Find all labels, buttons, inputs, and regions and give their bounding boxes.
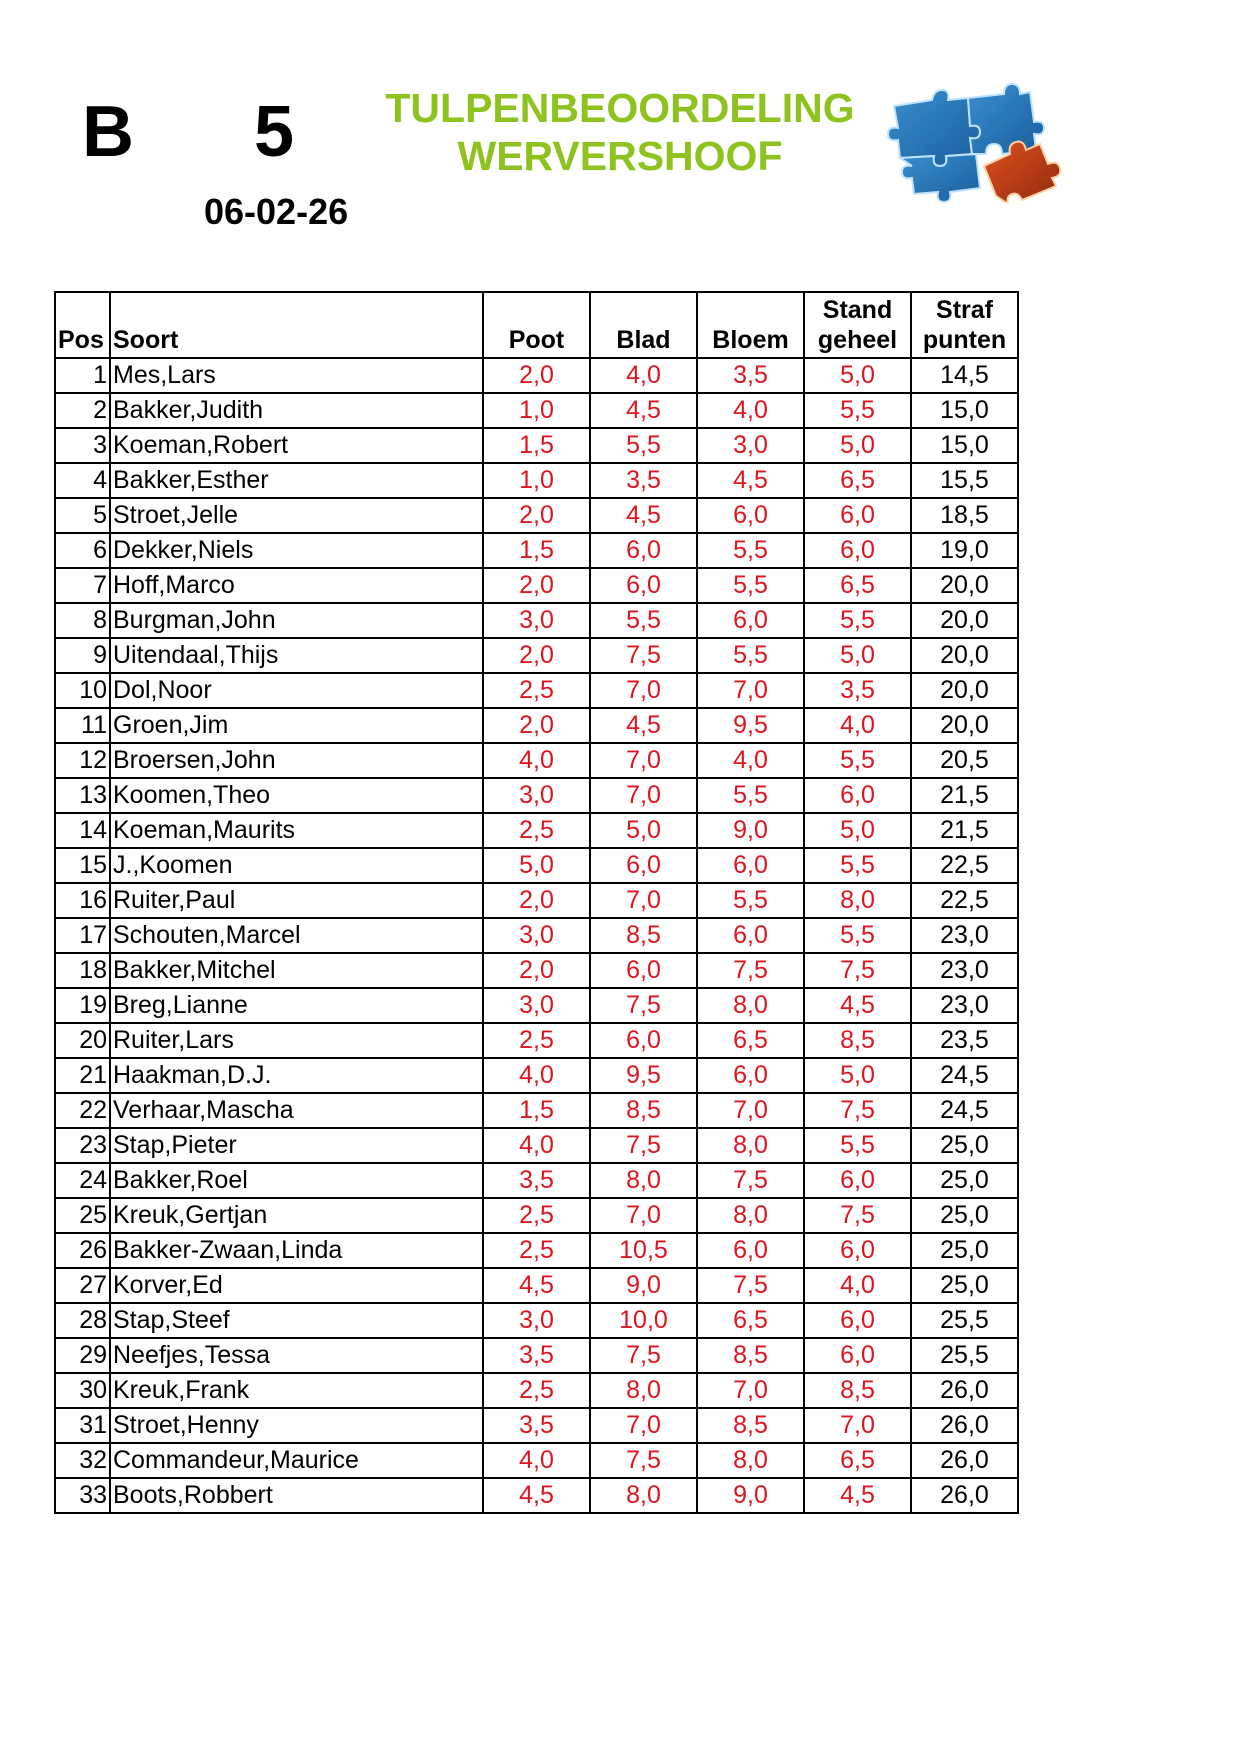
position-cell: 29 — [55, 1338, 110, 1373]
position-cell: 12 — [55, 743, 110, 778]
stand-geheel-score-cell: 4,5 — [804, 988, 911, 1023]
stand-geheel-score-cell: 5,5 — [804, 603, 911, 638]
position-cell: 33 — [55, 1478, 110, 1513]
table-row — [55, 603, 1018, 638]
blad-score-cell: 6,0 — [590, 533, 697, 568]
name-cell: Bakker,Judith — [110, 393, 483, 428]
column-header-strafpunten — [911, 292, 1018, 358]
table-row — [55, 1023, 1018, 1058]
strafpunten-total-cell: 19,0 — [911, 533, 1018, 568]
poot-score-cell: 3,0 — [483, 1303, 590, 1338]
strafpunten-total-cell: 24,5 — [911, 1058, 1018, 1093]
puzzle-pieces-icon — [872, 78, 1062, 203]
stand-geheel-score-cell: 6,5 — [804, 1443, 911, 1478]
bloem-score-cell: 8,5 — [697, 1338, 804, 1373]
blad-score-cell: 7,0 — [590, 883, 697, 918]
name-cell: Burgman,John — [110, 603, 483, 638]
poot-score-cell: 1,5 — [483, 1093, 590, 1128]
name-cell: Boots,Robbert — [110, 1478, 483, 1513]
stand-geheel-score-cell: 8,0 — [804, 883, 911, 918]
table-row — [55, 1303, 1018, 1338]
strafpunten-total-cell: 20,5 — [911, 743, 1018, 778]
column-header-poot: Poot — [483, 292, 590, 358]
position-cell: 1 — [55, 358, 110, 393]
poot-score-cell: 4,0 — [483, 1443, 590, 1478]
poot-score-cell: 1,5 — [483, 428, 590, 463]
blad-score-cell: 10,0 — [590, 1303, 697, 1338]
name-cell: Stroet,Jelle — [110, 498, 483, 533]
poot-score-cell: 3,0 — [483, 603, 590, 638]
name-cell: J.,Koomen — [110, 848, 483, 883]
blad-score-cell: 5,0 — [590, 813, 697, 848]
strafpunten-total-cell: 25,5 — [911, 1338, 1018, 1373]
position-cell: 17 — [55, 918, 110, 953]
blad-score-cell: 4,5 — [590, 393, 697, 428]
strafpunten-total-cell: 23,0 — [911, 953, 1018, 988]
table-row — [55, 393, 1018, 428]
position-cell: 18 — [55, 953, 110, 988]
strafpunten-total-cell: 25,5 — [911, 1303, 1018, 1338]
poot-score-cell: 2,0 — [483, 953, 590, 988]
poot-score-cell: 1,5 — [483, 533, 590, 568]
table-body — [55, 358, 1018, 1513]
strafpunten-total-cell: 21,5 — [911, 813, 1018, 848]
name-cell: Groen,Jim — [110, 708, 483, 743]
poot-score-cell: 3,5 — [483, 1163, 590, 1198]
bloem-score-cell: 6,0 — [697, 1233, 804, 1268]
strafpunten-total-cell: 24,5 — [911, 1093, 1018, 1128]
bloem-score-cell: 7,0 — [697, 673, 804, 708]
position-cell: 2 — [55, 393, 110, 428]
stand-geheel-score-cell: 6,5 — [804, 463, 911, 498]
name-cell: Bakker,Mitchel — [110, 953, 483, 988]
stand-geheel-score-cell: 3,5 — [804, 673, 911, 708]
table-row — [55, 1408, 1018, 1443]
name-cell: Hoff,Marco — [110, 568, 483, 603]
bloem-score-cell: 9,0 — [697, 1478, 804, 1513]
name-cell: Stroet,Henny — [110, 1408, 483, 1443]
blad-score-cell: 7,5 — [590, 638, 697, 673]
blad-score-cell: 8,5 — [590, 918, 697, 953]
position-cell: 31 — [55, 1408, 110, 1443]
blad-score-cell: 5,5 — [590, 428, 697, 463]
stand-geheel-score-cell: 5,5 — [804, 918, 911, 953]
table-row — [55, 463, 1018, 498]
table-row — [55, 918, 1018, 953]
position-cell: 3 — [55, 428, 110, 463]
strafpunten-total-cell: 18,5 — [911, 498, 1018, 533]
position-cell: 7 — [55, 568, 110, 603]
bloem-score-cell: 8,0 — [697, 1443, 804, 1478]
column-header-soort: Soort — [110, 292, 483, 358]
poot-score-cell: 4,5 — [483, 1478, 590, 1513]
stand-geheel-score-cell: 5,5 — [804, 1128, 911, 1163]
poot-score-cell: 2,0 — [483, 708, 590, 743]
table-row — [55, 1128, 1018, 1163]
poot-score-cell: 1,0 — [483, 463, 590, 498]
poot-score-cell: 2,5 — [483, 673, 590, 708]
blad-score-cell: 6,0 — [590, 1023, 697, 1058]
strafpunten-total-cell: 26,0 — [911, 1478, 1018, 1513]
position-cell: 5 — [55, 498, 110, 533]
stand-geheel-score-cell: 5,5 — [804, 848, 911, 883]
position-cell: 8 — [55, 603, 110, 638]
page-title — [360, 84, 880, 180]
poot-score-cell: 2,0 — [483, 568, 590, 603]
bloem-score-cell: 8,0 — [697, 1128, 804, 1163]
bloem-score-cell: 6,0 — [697, 848, 804, 883]
bloem-score-cell: 7,0 — [697, 1093, 804, 1128]
position-cell: 10 — [55, 673, 110, 708]
stand-geheel-score-cell: 5,0 — [804, 638, 911, 673]
position-cell: 27 — [55, 1268, 110, 1303]
poot-score-cell: 2,5 — [483, 1023, 590, 1058]
bloem-score-cell: 7,0 — [697, 1373, 804, 1408]
strafpunten-total-cell: 23,0 — [911, 918, 1018, 953]
blad-score-cell: 7,0 — [590, 743, 697, 778]
table-row — [55, 953, 1018, 988]
strafpunten-total-cell: 26,0 — [911, 1408, 1018, 1443]
blad-score-cell: 8,0 — [590, 1373, 697, 1408]
stand-geheel-score-cell: 6,0 — [804, 1338, 911, 1373]
blad-score-cell: 3,5 — [590, 463, 697, 498]
name-cell: Koeman,Maurits — [110, 813, 483, 848]
column-header-bloem: Bloem — [697, 292, 804, 358]
name-cell: Dekker,Niels — [110, 533, 483, 568]
bloem-score-cell: 6,0 — [697, 918, 804, 953]
name-cell: Stap,Steef — [110, 1303, 483, 1338]
bloem-score-cell: 6,5 — [697, 1023, 804, 1058]
table-row — [55, 1233, 1018, 1268]
table-row — [55, 1058, 1018, 1093]
blad-score-cell: 8,5 — [590, 1093, 697, 1128]
blad-score-cell: 7,5 — [590, 988, 697, 1023]
table-row — [55, 778, 1018, 813]
name-cell: Mes,Lars — [110, 358, 483, 393]
bloem-score-cell: 6,0 — [697, 1058, 804, 1093]
table-row — [55, 1373, 1018, 1408]
stand-geheel-score-cell: 6,5 — [804, 568, 911, 603]
poot-score-cell: 2,0 — [483, 498, 590, 533]
blad-score-cell: 8,0 — [590, 1163, 697, 1198]
stand-geheel-score-cell: 6,0 — [804, 498, 911, 533]
blad-score-cell: 6,0 — [590, 568, 697, 603]
stand-geheel-score-cell: 5,0 — [804, 1058, 911, 1093]
position-cell: 11 — [55, 708, 110, 743]
position-cell: 22 — [55, 1093, 110, 1128]
poot-score-cell: 2,0 — [483, 358, 590, 393]
poot-score-cell: 3,0 — [483, 988, 590, 1023]
poot-score-cell: 2,0 — [483, 883, 590, 918]
blad-score-cell: 7,0 — [590, 673, 697, 708]
table-row — [55, 813, 1018, 848]
strafpunten-total-cell: 20,0 — [911, 568, 1018, 603]
stand-geheel-score-cell: 6,0 — [804, 778, 911, 813]
blad-score-cell: 7,0 — [590, 778, 697, 813]
bloem-score-cell: 6,5 — [697, 1303, 804, 1338]
group-number: 5 — [254, 92, 295, 172]
stand-geheel-score-cell: 6,0 — [804, 1163, 911, 1198]
position-cell: 21 — [55, 1058, 110, 1093]
bloem-score-cell: 4,5 — [697, 463, 804, 498]
position-cell: 30 — [55, 1373, 110, 1408]
strafpunten-total-cell: 20,0 — [911, 638, 1018, 673]
judging-date: 06-02-26 — [204, 191, 349, 232]
table-row — [55, 498, 1018, 533]
table-row — [55, 1443, 1018, 1478]
stand-geheel-score-cell: 4,5 — [804, 1478, 911, 1513]
bloem-score-cell: 4,0 — [697, 393, 804, 428]
position-cell: 9 — [55, 638, 110, 673]
bloem-score-cell: 5,5 — [697, 883, 804, 918]
table-row — [55, 708, 1018, 743]
stand-geheel-score-cell: 4,0 — [804, 708, 911, 743]
stand-geheel-score-cell: 5,0 — [804, 428, 911, 463]
name-cell: Dol,Noor — [110, 673, 483, 708]
name-cell: Koeman,Robert — [110, 428, 483, 463]
name-cell: Ruiter,Lars — [110, 1023, 483, 1058]
blad-score-cell: 7,5 — [590, 1338, 697, 1373]
table-row — [55, 1268, 1018, 1303]
bloem-score-cell: 5,5 — [697, 568, 804, 603]
strafpunten-total-cell: 23,5 — [911, 1023, 1018, 1058]
name-cell: Schouten,Marcel — [110, 918, 483, 953]
bloem-score-cell: 5,5 — [697, 638, 804, 673]
table-row — [55, 1338, 1018, 1373]
bloem-score-cell: 8,5 — [697, 1408, 804, 1443]
class-letter: B — [82, 92, 134, 172]
name-cell: Kreuk,Frank — [110, 1373, 483, 1408]
strafpunten-total-cell: 26,0 — [911, 1373, 1018, 1408]
blad-score-cell: 7,5 — [590, 1443, 697, 1478]
stand-geheel-score-cell: 7,5 — [804, 1093, 911, 1128]
poot-score-cell: 2,5 — [483, 1233, 590, 1268]
column-header-straf-line1: Straf — [936, 296, 993, 324]
position-cell: 20 — [55, 1023, 110, 1058]
poot-score-cell: 2,5 — [483, 1373, 590, 1408]
column-header-blad: Blad — [590, 292, 697, 358]
blad-score-cell: 8,0 — [590, 1478, 697, 1513]
stand-geheel-score-cell: 5,5 — [804, 393, 911, 428]
stand-geheel-score-cell: 4,0 — [804, 1268, 911, 1303]
stand-geheel-score-cell: 6,0 — [804, 1303, 911, 1338]
blad-score-cell: 4,0 — [590, 358, 697, 393]
stand-geheel-score-cell: 8,5 — [804, 1023, 911, 1058]
strafpunten-total-cell: 25,0 — [911, 1198, 1018, 1233]
name-cell: Kreuk,Gertjan — [110, 1198, 483, 1233]
position-cell: 15 — [55, 848, 110, 883]
strafpunten-total-cell: 23,0 — [911, 988, 1018, 1023]
bloem-score-cell: 7,5 — [697, 1268, 804, 1303]
blad-score-cell: 7,0 — [590, 1198, 697, 1233]
blad-score-cell: 5,5 — [590, 603, 697, 638]
table-row — [55, 673, 1018, 708]
strafpunten-total-cell: 21,5 — [911, 778, 1018, 813]
stand-geheel-score-cell: 7,5 — [804, 953, 911, 988]
page-title-line-1: TULPENBEOORDELING — [385, 85, 855, 131]
bloem-score-cell: 7,5 — [697, 953, 804, 988]
strafpunten-total-cell: 25,0 — [911, 1268, 1018, 1303]
table-row — [55, 1478, 1018, 1513]
blad-score-cell: 10,5 — [590, 1233, 697, 1268]
position-cell: 19 — [55, 988, 110, 1023]
stand-geheel-score-cell: 7,0 — [804, 1408, 911, 1443]
poot-score-cell: 4,5 — [483, 1268, 590, 1303]
name-cell: Ruiter,Paul — [110, 883, 483, 918]
name-cell: Bakker,Roel — [110, 1163, 483, 1198]
blad-score-cell: 4,5 — [590, 498, 697, 533]
bloem-score-cell: 8,0 — [697, 988, 804, 1023]
position-cell: 16 — [55, 883, 110, 918]
column-header-straf-line2: punten — [922, 326, 1007, 354]
name-cell: Stap,Pieter — [110, 1128, 483, 1163]
blad-score-cell: 6,0 — [590, 953, 697, 988]
blad-score-cell: 6,0 — [590, 848, 697, 883]
blad-score-cell: 7,5 — [590, 1128, 697, 1163]
strafpunten-total-cell: 15,0 — [911, 393, 1018, 428]
column-header-stand-geheel — [804, 292, 911, 358]
bloem-score-cell: 9,5 — [697, 708, 804, 743]
name-cell: Broersen,John — [110, 743, 483, 778]
stand-geheel-score-cell: 6,0 — [804, 533, 911, 568]
poot-score-cell: 3,0 — [483, 918, 590, 953]
strafpunten-total-cell: 20,0 — [911, 673, 1018, 708]
strafpunten-total-cell: 20,0 — [911, 603, 1018, 638]
strafpunten-total-cell: 25,0 — [911, 1163, 1018, 1198]
table-row — [55, 638, 1018, 673]
name-cell: Bakker-Zwaan,Linda — [110, 1233, 483, 1268]
bloem-score-cell: 3,5 — [697, 358, 804, 393]
strafpunten-total-cell: 26,0 — [911, 1443, 1018, 1478]
name-cell: Haakman,D.J. — [110, 1058, 483, 1093]
name-cell: Koomen,Theo — [110, 778, 483, 813]
bloem-score-cell: 6,0 — [697, 498, 804, 533]
poot-score-cell: 4,0 — [483, 1058, 590, 1093]
bloem-score-cell: 3,0 — [697, 428, 804, 463]
bloem-score-cell: 5,5 — [697, 533, 804, 568]
stand-geheel-score-cell: 5,0 — [804, 813, 911, 848]
name-cell: Korver,Ed — [110, 1268, 483, 1303]
table-header-row — [55, 292, 1018, 358]
stand-geheel-score-cell: 5,0 — [804, 358, 911, 393]
strafpunten-total-cell: 22,5 — [911, 848, 1018, 883]
name-cell: Bakker,Esther — [110, 463, 483, 498]
stand-geheel-score-cell: 6,0 — [804, 1233, 911, 1268]
table-row — [55, 1198, 1018, 1233]
column-header-stand-line2: geheel — [817, 326, 898, 354]
name-cell: Neefjes,Tessa — [110, 1338, 483, 1373]
poot-score-cell: 3,5 — [483, 1338, 590, 1373]
table-row — [55, 743, 1018, 778]
name-cell: Breg,Lianne — [110, 988, 483, 1023]
column-header-pos: Pos — [55, 292, 110, 358]
table-row — [55, 358, 1018, 393]
blad-score-cell: 4,5 — [590, 708, 697, 743]
poot-score-cell: 5,0 — [483, 848, 590, 883]
blad-score-cell: 9,0 — [590, 1268, 697, 1303]
poot-score-cell: 1,0 — [483, 393, 590, 428]
column-header-stand-line1: Stand — [822, 296, 893, 324]
strafpunten-total-cell: 22,5 — [911, 883, 1018, 918]
table-row — [55, 883, 1018, 918]
poot-score-cell: 4,0 — [483, 1128, 590, 1163]
stand-geheel-score-cell: 5,5 — [804, 743, 911, 778]
poot-score-cell: 3,5 — [483, 1408, 590, 1443]
bloem-score-cell: 8,0 — [697, 1198, 804, 1233]
stand-geheel-score-cell: 7,5 — [804, 1198, 911, 1233]
position-cell: 25 — [55, 1198, 110, 1233]
poot-score-cell: 4,0 — [483, 743, 590, 778]
stand-geheel-score-cell: 8,5 — [804, 1373, 911, 1408]
position-cell: 6 — [55, 533, 110, 568]
position-cell: 32 — [55, 1443, 110, 1478]
bloem-score-cell: 6,0 — [697, 603, 804, 638]
poot-score-cell: 2,0 — [483, 638, 590, 673]
position-cell: 23 — [55, 1128, 110, 1163]
strafpunten-total-cell: 15,5 — [911, 463, 1018, 498]
results-table — [54, 291, 1019, 1514]
bloem-score-cell: 9,0 — [697, 813, 804, 848]
position-cell: 4 — [55, 463, 110, 498]
position-cell: 13 — [55, 778, 110, 813]
position-cell: 26 — [55, 1233, 110, 1268]
page-title-line-2: WERVERSHOOF — [457, 133, 783, 179]
poot-score-cell: 2,5 — [483, 813, 590, 848]
table-row — [55, 1163, 1018, 1198]
table-row — [55, 1093, 1018, 1128]
name-cell: Uitendaal,Thijs — [110, 638, 483, 673]
blad-score-cell: 9,5 — [590, 1058, 697, 1093]
strafpunten-total-cell: 25,0 — [911, 1233, 1018, 1268]
position-cell: 24 — [55, 1163, 110, 1198]
poot-score-cell: 3,0 — [483, 778, 590, 813]
name-cell: Commandeur,Maurice — [110, 1443, 483, 1478]
blad-score-cell: 7,0 — [590, 1408, 697, 1443]
poot-score-cell: 2,5 — [483, 1198, 590, 1233]
strafpunten-total-cell: 15,0 — [911, 428, 1018, 463]
name-cell: Verhaar,Mascha — [110, 1093, 483, 1128]
table-row — [55, 428, 1018, 463]
bloem-score-cell: 5,5 — [697, 778, 804, 813]
position-cell: 14 — [55, 813, 110, 848]
bloem-score-cell: 7,5 — [697, 1163, 804, 1198]
table-row — [55, 568, 1018, 603]
position-cell: 28 — [55, 1303, 110, 1338]
table-row — [55, 988, 1018, 1023]
strafpunten-total-cell: 20,0 — [911, 708, 1018, 743]
strafpunten-total-cell: 14,5 — [911, 358, 1018, 393]
strafpunten-total-cell: 25,0 — [911, 1128, 1018, 1163]
bloem-score-cell: 4,0 — [697, 743, 804, 778]
table-row — [55, 533, 1018, 568]
table-row — [55, 848, 1018, 883]
